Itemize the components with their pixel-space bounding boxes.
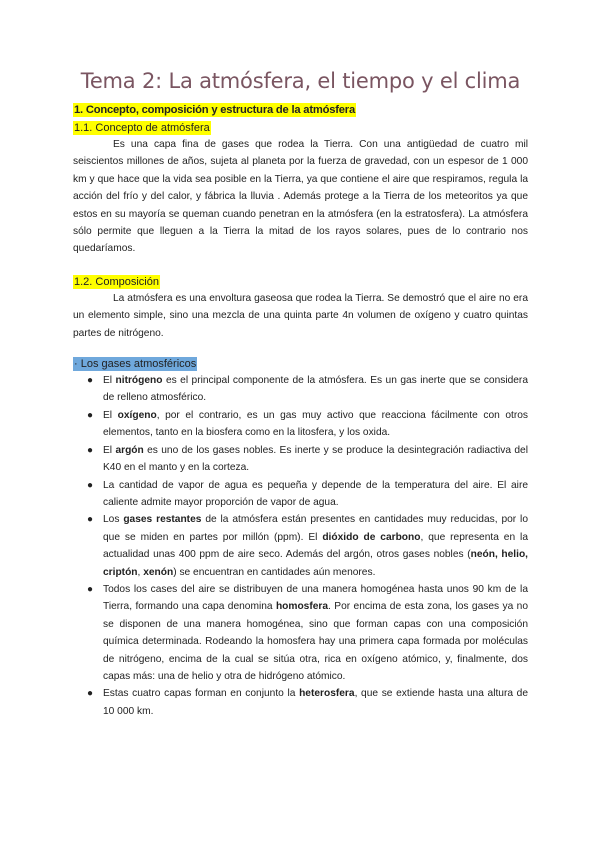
list-item-argon: ● El argón es uno de los gases nobles. Es inerte y se produce la desintegración radiactiva del K40 en el manto y en la corteza. (73, 442, 528, 477)
bullet-icon: ● (87, 514, 94, 526)
bullet-icon: ● (87, 375, 94, 387)
list-item-oxigeno: ● El oxígeno, por el contrario, es un gas muy activo que reacciona fácilmente con otros elementos, tanto en la biosfera como en la litosfera, y los oxida. (73, 407, 528, 442)
document-page (73, 66, 528, 720)
gases-list (73, 372, 528, 720)
list-item-gases-restantes: ● Los gases restantes de la atmósfera están presentes en cantidades muy reducidas, por lo que se miden en partes por millón (ppm). El dióxido de carbono, que representa en la actualidad unas 400 ppm de aire seco. Además del argón, otros gases nobles (neón, helio, criptón, xenón) se encuentran en cantidades aún menores. (73, 511, 528, 581)
section-heading-1: 1. Concepto, composición y estructura de la atmósfera (74, 104, 355, 116)
paragraph-composicion: La atmósfera es una envoltura gaseosa que rodea la Tierra. Se demostró que el aire no era un elemento simple, sino una mezcla de una quinta parte 4n volumen de oxígeno y cuatro quintas partes de nitrógeno. (73, 292, 528, 339)
bullet-icon: ● (87, 409, 94, 421)
document-title: Tema 2: La atmósfera, el tiempo y el clima (80, 69, 521, 93)
subheading-gases: · Los gases atmosféricos (74, 358, 197, 371)
list-item-homosfera: ● Todos los cases del aire se distribuyen de una manera homogénea hasta unos 90 km de la Tierra, formando una capa denomina homosfera. Por encima de esta zona, los gases ya no se disponen de una manera homogénea, sino que forman capas con una composición química determinada. Rodeando la homosfera hay una primera capa formada por moléculas de nitrógeno, encima de la cual se sitúa otra, rica en oxígeno atómico, y, finalmente, dos capas más: una de helio y otra de hidrógeno atómico. (73, 581, 528, 685)
subsection-heading-1-2: 1.2. Composición (74, 275, 159, 288)
bullet-icon: ● (87, 688, 94, 700)
bullet-icon: ● (87, 583, 94, 595)
list-item-nitrogeno: ● El nitrógeno es el principal componente de la atmósfera. Es un gas inerte que se considera de relleno atmosférico. (73, 372, 528, 407)
list-item-vapor: ● La cantidad de vapor de agua es pequeña y depende de la temperatura del aire. El aire caliente admite mayor proporción de vapor de agua. (73, 477, 528, 512)
subsection-heading-1-1: 1.1. Concepto de atmósfera (74, 122, 210, 134)
paragraph-concepto: Es una capa fina de gases que rodea la Tierra. Con una antigüedad de cuatro mil seiscientos millones de años, sujeta al planeta por la fuerza de gravedad, con un espesor de 1 000 km y que hace que la vida sea posible en la Tierra, ya que contiene el aire que respiramos, regula la acción del frío y del calor, y fábrica la lluvia . Además protege a la Tierra de los meteoritos ya que estos en su mayoría se queman cuando penetran en la atmósfera (en la estratosfera). La atmósfera sólo permite que lleguen a la Tierra la mitad de los rayos solares, pues de lo contrario nos quedaríamos. (73, 139, 528, 255)
list-item-heterosfera: ● Estas cuatro capas forman en conjunto la heterosfera, que se extiende hasta una altura de 10 000 km. (73, 685, 528, 720)
bullet-icon: ● (87, 444, 94, 456)
bullet-icon: ● (87, 479, 94, 491)
